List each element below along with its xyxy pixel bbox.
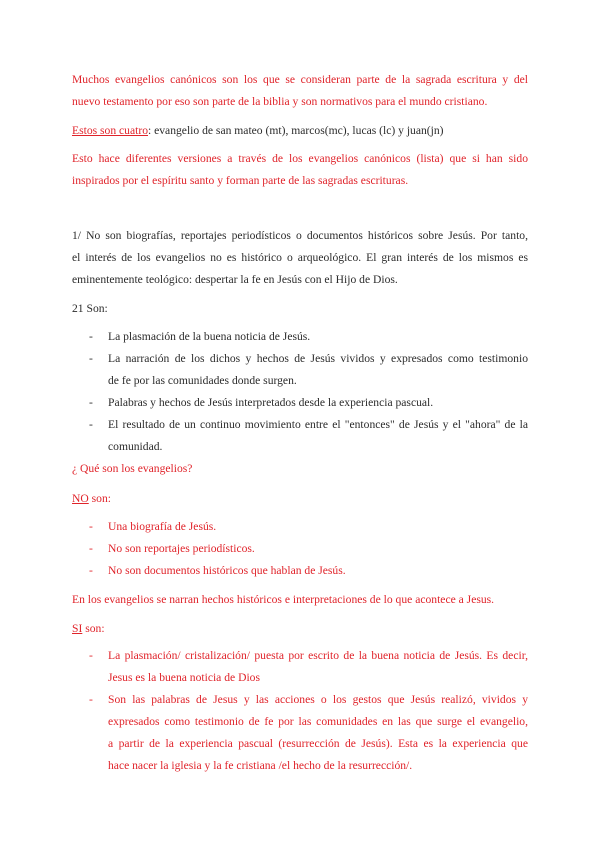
list-item-line: comunidad. <box>108 440 163 453</box>
si-section-heading <box>72 618 528 640</box>
list-item <box>72 414 528 458</box>
list-item-line: Jesus es la buena noticia de Dios <box>108 671 260 684</box>
list-item <box>72 392 528 414</box>
four-gospels-line <box>72 120 528 142</box>
list-item <box>72 326 528 348</box>
narration-paragraph: En los evangelios se narran hechos históricos e interpretaciones de lo que acontece a Jesus. <box>72 593 495 606</box>
no-section-heading <box>72 488 528 510</box>
list-item-line: - La narración de los dichos y hechos de Jesús vividos y expresados como testimonio <box>108 352 528 365</box>
list-item <box>72 516 528 538</box>
list-item <box>72 348 528 392</box>
no-list <box>72 516 528 582</box>
si-label: SI <box>72 622 83 635</box>
list-item-text: No son reportajes periodísticos. <box>108 542 255 555</box>
no-label: NO <box>72 492 89 505</box>
section1-line-1: 1/ No son biografías, reportajes periodísticos o documentos históricos sobre Jesús. Por tanto, <box>72 229 528 242</box>
list-item-line: - Son las palabras de Jesus y las acciones o los gestos que Jesús realizó, vividos y <box>108 693 528 706</box>
intro-line-1: Muchos evangelios canónicos son los que se consideran parte de la sagrada escritura y del <box>72 73 528 86</box>
list-item <box>72 645 528 689</box>
list-item-line: - La plasmación/ cristalización/ puesta por escrito de la buena noticia de Jesús. Es decir, <box>108 649 528 662</box>
list-item-line: - La plasmación de la buena noticia de Jesús. <box>108 330 311 343</box>
si-rest: son: <box>82 622 105 635</box>
section2-list <box>72 326 528 458</box>
versions-line-1: Esto hace diferentes versiones a través de los evangelios canónicos (lista) que si han sido <box>72 152 528 165</box>
section1-line-2: el interés de los evangelios no es histórico o arqueológico. El gran interés de los mismos es <box>72 251 528 264</box>
list-item-line: de fe por las comunidades donde surgen. <box>108 374 297 387</box>
list-item-line: - Palabras y hechos de Jesús interpretados desde la experiencia pascual. <box>108 396 434 409</box>
list-item-line: hace nacer la iglesia y la fe cristiana /el hecho de la resurrección/. <box>108 759 413 772</box>
versions-paragraph <box>72 148 528 192</box>
si-list <box>72 645 528 777</box>
list-item-line: expresados como testimonio de fe por las comunidades en las que surge el evangelio, <box>108 715 528 728</box>
intro-paragraph <box>72 69 528 113</box>
versions-line-2: inspirados por el espíritu santo y forman parte de las sagradas escrituras. <box>72 174 409 187</box>
list-item <box>72 560 528 582</box>
section2-heading: 21 Son: <box>72 302 108 315</box>
section1-paragraph <box>72 225 528 291</box>
list-item-text: No son documentos históricos que hablan de Jesús. <box>108 564 346 577</box>
list-item <box>72 689 528 777</box>
no-rest: son: <box>88 492 111 505</box>
list-item <box>72 538 528 560</box>
intro-line-2: nuevo testamento por eso son parte de la biblia y son normativos para el mundo cristiano. <box>72 95 488 108</box>
list-item-text: Una biografía de Jesús. <box>108 520 217 533</box>
four-gospels-label: Estos son cuatro <box>72 124 148 137</box>
question-heading: ¿ Qué son los evangelios? <box>72 462 193 475</box>
list-item-line: a partir de la experiencia pascual (resurrección de Jesús). Esta es la experiencia que <box>108 737 528 750</box>
section1-line-3: eminentemente teológico: despertar la fe en Jesús con el Hijo de Dios. <box>72 273 398 286</box>
list-item-line: - El resultado de un continuo movimiento entre el "entonces" de Jesús y el "ahora" de la <box>108 418 528 431</box>
four-gospels-text: : evangelio de san mateo (mt), marcos(mc), lucas (lc) y juan(jn) <box>148 124 444 137</box>
